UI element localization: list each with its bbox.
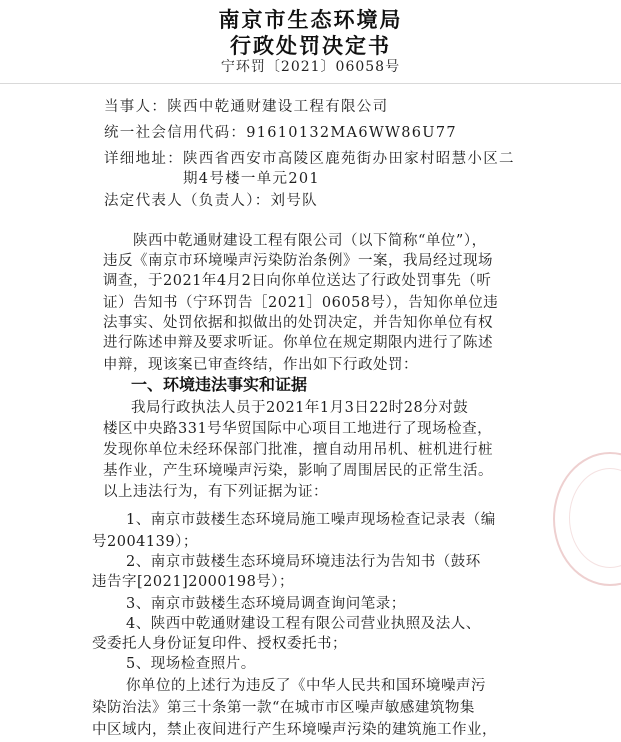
facts-line: 楼区中央路331号华贸国际中心项目工地进行了现场检查， bbox=[103, 421, 493, 437]
document-title-agency: 南京市生态环境局 bbox=[218, 8, 403, 32]
evidence-item-continued: 受委托人身份证复印件、授权委托书； bbox=[92, 636, 347, 652]
facts-line: 我局行政执法人员于2021年1月3日22时28分对鼓 bbox=[131, 400, 469, 416]
facts-line: 发现你单位未经环保部门批准，擅自动用吊机、桩机进行桩 bbox=[103, 442, 493, 458]
intro-line: 证）告知书（宁环罚告［2021］06058号），告知你单位违 bbox=[103, 295, 499, 311]
facts-line: 基作业，产生环境噪声污染，影响了周围居民的正常生活。 bbox=[103, 463, 493, 479]
intro-line: 调查，于2021年4月2日向你单位送达了行政处罚事先（听 bbox=[103, 273, 492, 289]
intro-line: 陕西中乾通财建设工程有限公司（以下简称“单位”）， bbox=[133, 233, 487, 249]
intro-line: 进行陈述申辩及要求听证。你单位在规定期限内进行了陈述 bbox=[103, 335, 493, 351]
evidence-item: 3、南京市鼓楼生态环境局调查询问笔录； bbox=[126, 596, 406, 612]
intro-line: 违反《南京市环境噪声污染防治条例》一案，我局经过现场 bbox=[103, 253, 493, 269]
section-heading-facts: 一、环境违法事实和证据 bbox=[131, 375, 308, 394]
evidence-item: 2、南京市鼓楼生态环境局环境违法行为告知书（鼓环 bbox=[126, 554, 481, 570]
evidence-item-continued: 号2004139）； bbox=[92, 534, 198, 550]
evidence-item: 5、现场检查照片。 bbox=[126, 656, 256, 672]
party-legal-representative: 法定代表人（负责人）：刘号队 bbox=[104, 193, 318, 209]
intro-line: 申辩，现该案已审查终结，作出如下行政处罚： bbox=[103, 357, 418, 373]
facts-line: 以上违法行为，有下列证据为证： bbox=[103, 484, 328, 500]
party-address-line1: 详细地址：陕西省西安市高陵区鹿苑街办田家村昭慧小区二 bbox=[104, 151, 515, 167]
party-name: 当事人：陕西中乾通财建设工程有限公司 bbox=[104, 99, 389, 115]
law-line: 你单位的上述行为违反了《中华人民共和国环境噪声污 bbox=[126, 678, 486, 694]
evidence-item-continued: 违告字[2021]2000198号）； bbox=[92, 574, 295, 590]
evidence-item: 4、陕西中乾通财建设工程有限公司营业执照及法人、 bbox=[126, 616, 481, 632]
intro-line: 法事实、处罚依据和拟做出的处罚决定，并告知你单位有权 bbox=[103, 315, 493, 331]
party-address-line2: 期4号楼一单元201 bbox=[183, 171, 320, 187]
document-number: 宁环罚〔2021〕06058号 bbox=[220, 59, 401, 75]
header-divider bbox=[0, 83, 621, 84]
law-line: 染防治法》第三十条第一款“在城市市区噪声敏感建筑物集 bbox=[92, 700, 475, 716]
party-credit-code: 统一社会信用代码：91610132MA6WW86U77 bbox=[104, 125, 457, 141]
law-line: 中区域内，禁止夜间进行产生环境噪声污染的建筑施工作业， bbox=[92, 722, 497, 738]
document-title-type: 行政处罚决定书 bbox=[230, 34, 391, 58]
evidence-item: 1、南京市鼓楼生态环境局施工噪声现场检查记录表（编 bbox=[126, 512, 496, 528]
